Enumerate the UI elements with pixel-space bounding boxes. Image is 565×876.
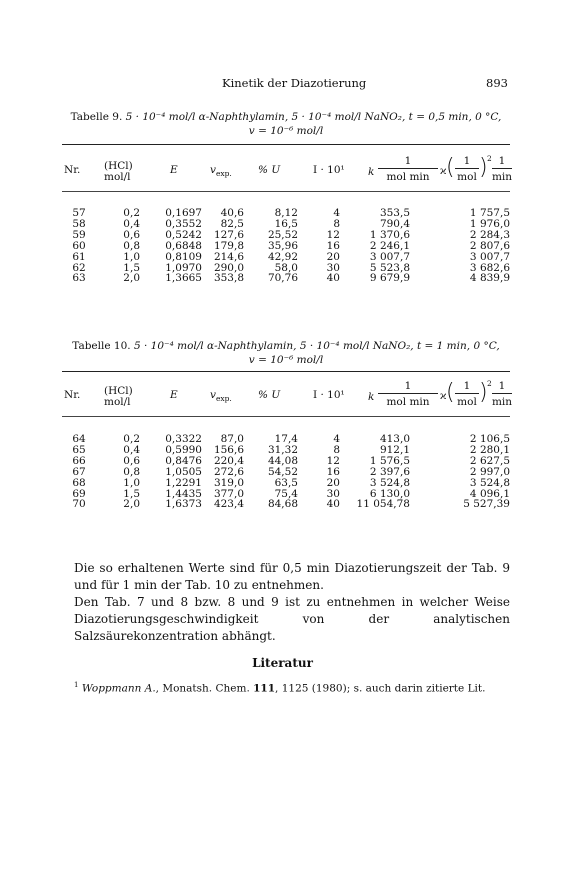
table-cell: 2,0 bbox=[123, 498, 140, 511]
table-cell: 1 757,5 bbox=[469, 207, 510, 219]
table-cell: 1,3665 bbox=[165, 272, 202, 285]
table-cell: 423,4 bbox=[213, 498, 244, 511]
table-cell: 63 bbox=[72, 272, 86, 285]
col-u: % U bbox=[258, 389, 281, 401]
col-k-fracline bbox=[378, 168, 438, 169]
table-cell: 4 839,9 bbox=[469, 272, 510, 285]
table-cell: 0,8109 bbox=[165, 250, 202, 263]
col-kappa-fracline bbox=[455, 393, 479, 394]
paragraph-1: Die so erhaltenen Werte sind für 0,5 min Diazotierungszeit der Tab. 9 und für 1 min der Tab. 10 zu entnehmen. bbox=[74, 561, 510, 592]
table-row bbox=[62, 499, 510, 510]
table-cell: 12 bbox=[326, 454, 340, 467]
table-cell: 8 bbox=[333, 443, 340, 456]
table9-caption-line2: v = 10⁻⁶ mol/l bbox=[248, 125, 324, 137]
table-cell: 353,8 bbox=[213, 272, 244, 285]
table-cell: 68 bbox=[72, 476, 86, 489]
col-k-den: mol min bbox=[386, 171, 430, 183]
table-cell: 63,5 bbox=[274, 476, 298, 489]
col-kappa-fracline bbox=[455, 168, 479, 169]
table-cell: 0,2 bbox=[123, 207, 140, 219]
table-cell: 0,8 bbox=[123, 239, 140, 252]
table-cell: 12 bbox=[326, 228, 340, 241]
table-cell: 67 bbox=[72, 465, 86, 478]
table-cell: 35,96 bbox=[267, 239, 298, 252]
col-nr: Nr. bbox=[64, 164, 81, 176]
col-v: $v_{exp.}$ bbox=[210, 389, 232, 404]
table-cell: 0,4 bbox=[123, 217, 140, 230]
table-cell: 1,0505 bbox=[165, 465, 202, 478]
table-cell: 1,0 bbox=[123, 476, 140, 489]
table9-caption bbox=[62, 110, 510, 138]
table9-body bbox=[62, 208, 510, 284]
col-hcl: (HCl) bbox=[104, 160, 133, 172]
col-u: % U bbox=[258, 164, 281, 176]
table-cell: 54,52 bbox=[267, 465, 298, 478]
table-cell: 1,4435 bbox=[165, 487, 202, 500]
paren-right: ) bbox=[479, 155, 488, 180]
table9-caption-prefix: Tabelle 9. bbox=[70, 111, 123, 123]
table-cell: 0,3322 bbox=[165, 433, 202, 445]
table10-top-rule bbox=[62, 371, 510, 372]
paren-right: ) bbox=[479, 380, 488, 405]
table-cell: 214,6 bbox=[213, 250, 244, 263]
table10-header-rule bbox=[62, 416, 510, 417]
col-k-fracline bbox=[378, 393, 438, 394]
col-i: I · 10¹ bbox=[313, 164, 345, 176]
col-k-num: 1 bbox=[404, 155, 412, 167]
table-cell: 31,32 bbox=[267, 443, 298, 456]
table-cell: 1,6373 bbox=[165, 498, 202, 511]
table-cell: 2 246,1 bbox=[369, 239, 410, 252]
table-row bbox=[62, 252, 510, 263]
table-cell: 60 bbox=[72, 239, 86, 252]
col-i: I · 10¹ bbox=[313, 389, 345, 401]
table-cell: 44,08 bbox=[267, 454, 298, 467]
table-cell: 65 bbox=[72, 443, 86, 456]
table-cell: 69 bbox=[72, 487, 86, 500]
table-cell: 11 054,78 bbox=[356, 498, 410, 511]
table-cell: 1,0970 bbox=[165, 261, 202, 274]
table-cell: 1,5 bbox=[123, 487, 140, 500]
table9-caption-line1: 5 · 10⁻⁴ mol/l α-Naphthylamin, 5 · 10⁻⁴ mol/l NaNO₂, t = 0,5 min, 0 °C, bbox=[125, 111, 502, 123]
reference-1: $^1$ Woppmann A., Monatsh. Chem. 111, 1125 (1980); s. auch darin zitierte Lit. bbox=[74, 681, 486, 695]
table9-top-rule bbox=[62, 144, 510, 145]
table-cell: 30 bbox=[326, 487, 340, 500]
table-cell: 66 bbox=[72, 454, 86, 467]
col-nr: Nr. bbox=[64, 389, 81, 401]
col-kappa-den: mol bbox=[457, 396, 477, 408]
running-header-title: Kinetik der Diazotierung bbox=[222, 76, 367, 90]
table-cell: 84,68 bbox=[267, 498, 298, 511]
table-row bbox=[62, 478, 510, 489]
table-cell: 3 524,8 bbox=[469, 476, 510, 489]
table-cell: 5 527,39 bbox=[463, 498, 510, 511]
paragraph-2: Den Tab. 7 und 8 bzw. 8 und 9 ist zu entnehmen in welcher Weise Diazotierungsgeschwindigkeit von der analytischen Salzsäurekonzentration abhängt. bbox=[74, 595, 510, 643]
table-cell: 5 523,8 bbox=[369, 261, 410, 274]
table-cell: 4 bbox=[333, 433, 340, 445]
table-cell: 790,4 bbox=[379, 217, 410, 230]
col-e: E bbox=[170, 389, 178, 401]
col-min-fracline bbox=[492, 393, 512, 394]
table-cell: 87,0 bbox=[220, 433, 244, 445]
table-cell: 4 bbox=[333, 207, 340, 219]
table-cell: 40,6 bbox=[220, 207, 244, 219]
table-cell: 912,1 bbox=[379, 443, 410, 456]
table-cell: 0,5990 bbox=[165, 443, 202, 456]
table10-caption bbox=[62, 339, 510, 367]
col-kappa: ϰ bbox=[440, 390, 447, 402]
table-cell: 2 284,3 bbox=[469, 228, 510, 241]
col-min-fracline bbox=[492, 168, 512, 169]
table-cell: 0,6 bbox=[123, 228, 140, 241]
table-cell: 353,5 bbox=[379, 207, 410, 219]
table-cell: 62 bbox=[72, 261, 86, 274]
table-cell: 2,0 bbox=[123, 272, 140, 285]
table-cell: 17,4 bbox=[274, 433, 298, 445]
table-cell: 1 370,6 bbox=[369, 228, 410, 241]
table-cell: 127,6 bbox=[213, 228, 244, 241]
col-exp: 2 bbox=[487, 379, 492, 388]
paren-left: ( bbox=[446, 380, 455, 405]
table-cell: 6 130,0 bbox=[369, 487, 410, 500]
col-kappa-num: 1 bbox=[463, 155, 471, 167]
col-k-den: mol min bbox=[386, 396, 430, 408]
col-kappa-den: mol bbox=[457, 171, 477, 183]
table-row bbox=[62, 241, 510, 252]
table-cell: 220,4 bbox=[213, 454, 244, 467]
reference-number: 1 bbox=[74, 681, 79, 689]
table-cell: 1 576,5 bbox=[369, 454, 410, 467]
col-k-num: 1 bbox=[404, 380, 412, 392]
table-cell: 290,0 bbox=[213, 261, 244, 274]
table-cell: 1 976,0 bbox=[469, 217, 510, 230]
table-cell: 16 bbox=[326, 239, 340, 252]
table-cell: 0,8 bbox=[123, 465, 140, 478]
table10-caption-line1: 5 · 10⁻⁴ mol/l α-Naphthylamin, 5 · 10⁻⁴ mol/l NaNO₂, t = 1 min, 0 °C, bbox=[133, 340, 500, 352]
table-cell: 3 682,6 bbox=[469, 261, 510, 274]
table-cell: 4 096,1 bbox=[469, 487, 510, 500]
col-min-num: 1 bbox=[498, 155, 506, 167]
col-k: k bbox=[368, 391, 375, 403]
table-cell: 30 bbox=[326, 261, 340, 274]
table-row bbox=[62, 467, 510, 478]
table-cell: 61 bbox=[72, 250, 86, 263]
table-cell: 20 bbox=[326, 250, 340, 263]
reference-author: Woppmann A. bbox=[81, 682, 156, 695]
table-cell: 16 bbox=[326, 465, 340, 478]
table-cell: 2 280,1 bbox=[469, 443, 510, 456]
table-cell: 272,6 bbox=[213, 465, 244, 478]
table-cell: 0,4 bbox=[123, 443, 140, 456]
table-cell: 3 007,7 bbox=[469, 250, 510, 263]
literature-heading: Literatur bbox=[252, 656, 313, 670]
col-hcl-unit: mol/l bbox=[104, 396, 131, 408]
table-cell: 0,3552 bbox=[165, 217, 202, 230]
reference-volume: 111 bbox=[253, 682, 276, 695]
table-cell: 64 bbox=[72, 433, 86, 445]
table-cell: 25,52 bbox=[267, 228, 298, 241]
table-cell: 2 997,0 bbox=[469, 465, 510, 478]
col-hcl-unit: mol/l bbox=[104, 171, 131, 183]
table-cell: 2 627,5 bbox=[469, 454, 510, 467]
table-cell: 82,5 bbox=[220, 217, 244, 230]
table-cell: 0,6848 bbox=[165, 239, 202, 252]
table-cell: 57 bbox=[72, 207, 86, 219]
table-cell: 3 524,8 bbox=[369, 476, 410, 489]
table-cell: 42,92 bbox=[267, 250, 298, 263]
table-cell: 0,2 bbox=[123, 433, 140, 445]
table-cell: 0,6 bbox=[123, 454, 140, 467]
table-cell: 58,0 bbox=[274, 261, 298, 274]
table-cell: 413,0 bbox=[379, 433, 410, 445]
table-cell: 75,4 bbox=[274, 487, 298, 500]
col-kappa-num: 1 bbox=[463, 380, 471, 392]
table-cell: 377,0 bbox=[213, 487, 244, 500]
table9-header-rule bbox=[62, 191, 510, 192]
table-cell: 2 106,5 bbox=[469, 433, 510, 445]
table-cell: 3 007,7 bbox=[369, 250, 410, 263]
table-cell: 16,5 bbox=[274, 217, 298, 230]
col-e: E bbox=[170, 164, 178, 176]
table-cell: 40 bbox=[326, 272, 340, 285]
table-cell: 1,0 bbox=[123, 250, 140, 263]
table-cell: 70,76 bbox=[267, 272, 298, 285]
table-cell: 156,6 bbox=[213, 443, 244, 456]
table10-caption-line2: v = 10⁻⁶ mol/l bbox=[248, 354, 324, 366]
table-cell: 2 397,6 bbox=[369, 465, 410, 478]
table-cell: 8 bbox=[333, 217, 340, 230]
table-cell: 8,12 bbox=[274, 207, 298, 219]
table-cell: 40 bbox=[326, 498, 340, 511]
table-cell: 179,8 bbox=[213, 239, 244, 252]
table-cell: 59 bbox=[72, 228, 86, 241]
table-cell: 319,0 bbox=[213, 476, 244, 489]
table-cell: 70 bbox=[72, 498, 86, 511]
table-cell: 0,5242 bbox=[165, 228, 202, 241]
table-cell: 1,2291 bbox=[165, 476, 202, 489]
col-hcl: (HCl) bbox=[104, 385, 133, 397]
table-cell: 0,1697 bbox=[165, 207, 202, 219]
col-v: $v_{exp.}$ bbox=[210, 164, 232, 179]
table-row bbox=[62, 273, 510, 284]
table10-body bbox=[62, 434, 510, 510]
table-cell: 9 679,9 bbox=[369, 272, 410, 285]
col-min-num: 1 bbox=[498, 380, 506, 392]
col-exp: 2 bbox=[487, 154, 492, 163]
table-cell: 2 807,6 bbox=[469, 239, 510, 252]
col-k: k bbox=[368, 166, 375, 178]
col-kappa: ϰ bbox=[440, 165, 447, 177]
table-cell: 20 bbox=[326, 476, 340, 489]
table-cell: 58 bbox=[72, 217, 86, 230]
table10-caption-prefix: Tabelle 10. bbox=[72, 340, 131, 352]
table-cell: 1,5 bbox=[123, 261, 140, 274]
col-min-den: min bbox=[491, 396, 513, 408]
col-min-den: min bbox=[491, 171, 513, 183]
page-number: 893 bbox=[486, 76, 508, 90]
paren-left: ( bbox=[446, 155, 455, 180]
table-cell: 0,8476 bbox=[165, 454, 202, 467]
